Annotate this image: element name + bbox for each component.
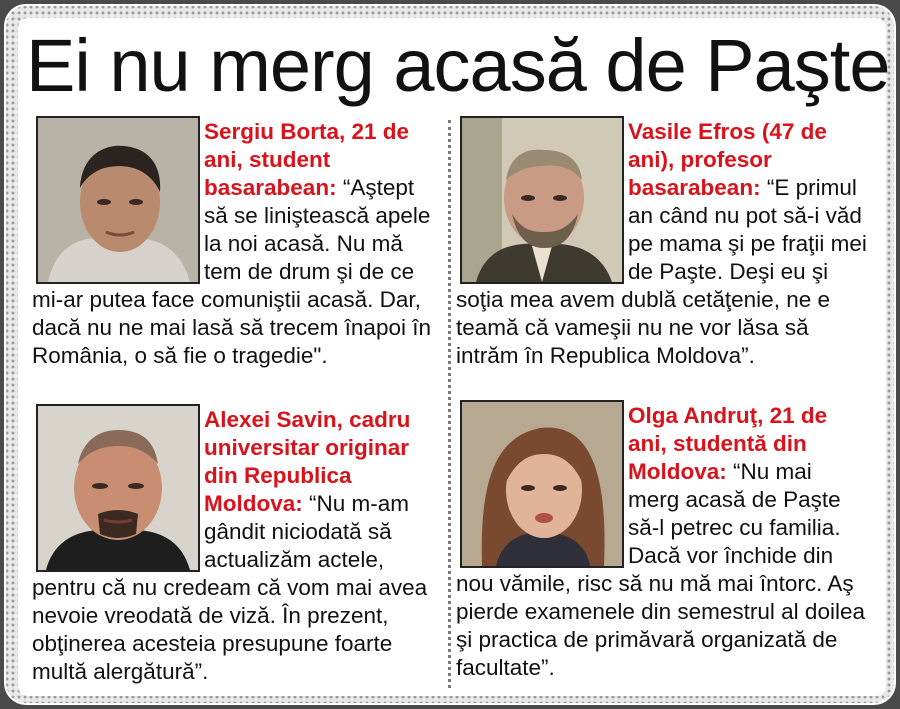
page-frame xyxy=(4,4,896,705)
article-sheet xyxy=(18,18,890,696)
headline: Ei nu merg acasă de Paşte xyxy=(26,24,890,107)
person-1-quote: “Aştept să se liniştească apele la noi acasă. Nu mă tem de drum şi de ce mi-ar putea face comuniştii acasă. Dar, dacă nu ne mai lasă să trecem înapoi în România, o să fie o tragedie". xyxy=(32,175,431,368)
person-3-text xyxy=(32,406,444,686)
person-2-name: Vasile Efros (47 de ani), profesor basarabean: xyxy=(628,119,827,200)
person-2-quote: “E primul an când nu pot să-i văd pe mama şi pe fraţii mei de Paşte. Deşi eu şi soţia mea avem dublă cetăţenie, ne e teamă că vameşii nu ne vor lăsa să intrăm în Republica Moldova”. xyxy=(456,175,867,368)
person-4-text xyxy=(456,402,868,682)
person-3-name: Alexei Savin, cadru universitar originar din Republica Moldova: xyxy=(204,407,411,516)
person-4-name: Olga Andruţ, 21 de ani, studentă din Moldova: xyxy=(628,403,828,484)
person-1-name: Sergiu Borta, 21 de ani, student basarabean: xyxy=(204,119,410,200)
person-3-quote: “Nu m-am gândit niciodată să actualizăm actele, pentru că nu credeam că vom mai avea nevoie vreodată de viză. În prezent, obţinerea acesteia presupune foarte multă alergătură”. xyxy=(32,491,428,684)
person-2-text xyxy=(456,118,868,370)
person-4-quote: “Nu mai merg acasă de Paşte să-l petrec cu familia. Dacă vor închide din nou vămile, risc să nu mă mai întorc. Aş pierde examenele din semestrul al doilea şi practica de primăvară organizată de facultate”. xyxy=(456,459,865,680)
person-1-text xyxy=(32,118,444,370)
column-divider xyxy=(448,120,451,688)
